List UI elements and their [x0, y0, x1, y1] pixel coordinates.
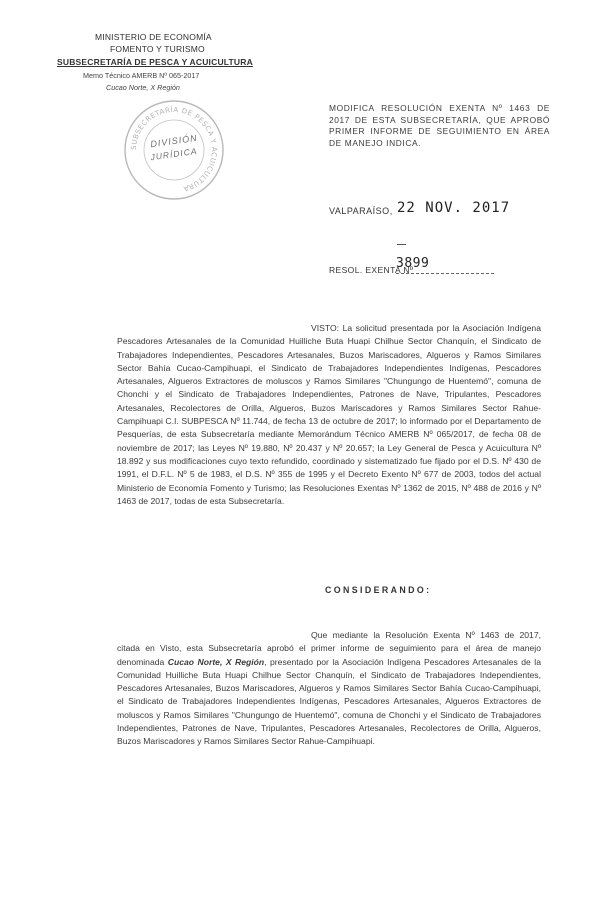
- number-underline: [396, 273, 494, 274]
- ministry-subtitle: FOMENTO Y TURISMO: [110, 44, 205, 54]
- undersecretariat-name: SUBSECRETARÍA DE PESCA Y ACUICULTURA: [57, 57, 253, 67]
- considerando-intro: Que mediante la Resolución Exenta Nº 1463 de 2017, citada en Visto, esta Subsecretaría aprobó el primer informe de seguimiento para el área de manejo denominada: [117, 630, 541, 667]
- visto-paragraph: [117, 322, 541, 508]
- resolution-number: 3899: [396, 256, 430, 271]
- considerando-paragraph: [117, 629, 541, 749]
- document-subject: MODIFICA RESOLUCIÓN EXENTA Nº 1463 DE 2017 DE ESTA SUBSECRETARÍA, QUE APROBÓ PRIMER INFORME DE SEGUIMIENTO EN ÁREA DE MANEJO INDICA.: [329, 103, 550, 148]
- stamp-ring-text: SUBSECRETARÍA DE PESCA Y ACUICULTURA: [129, 105, 219, 193]
- visto-lead: VISTO:: [311, 323, 340, 333]
- resolution-label: RESOL. EXENTA Nº: [329, 265, 414, 275]
- date-stamp: 22 NOV. 2017: [397, 200, 511, 216]
- considerando-rest: , presentado por la Asociación Indígena Pescadores Artesanales de la Comunidad Huilliche Buta Huapi Chilhue Sector Chanquín, el Sindicato de Trabajadores Independientes, Pescadores Artesanales, Buzos Mariscadores, Algueros y Ramos Similares Sector Bahía Cucao-Campihuapi, el Sindicato de Trabajadores Independientes Indígenas, Pescadores Artesanales, Algueros Extractores de moluscos y Ramos Similares "Chungungo de Huentemó", comuna de Chonchi y el Sindicato de Trabajadores Independientes, Patrones de Nave, Tripulantes, Pescadores Artesanales, Recolectores de Orilla, Algueros, Buzos Mariscadores y Ramos Similares Sector Rahue-Campihuapi.: [117, 656, 541, 747]
- considerando-area-name: Cucao Norte, X Región: [167, 656, 265, 667]
- area-reference: Cucao Norte, X Región: [106, 83, 180, 92]
- considerando-heading: CONSIDERANDO:: [325, 585, 432, 595]
- stamp-center-line2: JURÍDICA: [149, 145, 199, 163]
- visto-text: La solicitud presentada por la Asociación Indígena Pescadores Artesanales de la Comunidad Huilliche Buta Huapi Chilhue Sector Chanquín, el Sindicato de Trabajadores Independientes, Pescadores Artesanales, Buzos Mariscadores, Algueros y Ramos Similares Sector Bahía Cucao-Campihuapi, el Sindicato de Trabajadores Independientes Indígenas, Pescadores Artesanales, Algueros Extractores de moluscos y Ramos Similares "Chungungo de Huentemó", comuna de Chonchi y el Sindicato de Trabajadores Independientes, Patrones de Nave, Tripulantes, Pescadores Artesanales, Recolectores de Orilla, Algueros, Buzos Mariscadores y Ramos Similares Sector Rahue-Campihuapi C.I. SUBPESCA Nº 11.744, de fecha 13 de octubre de 2017; lo informado por el Departamento de Pesquerías, de esta Subsecretaría mediante Memorándum Técnico AMERB Nº 065/2017, de fecha 08 de noviembre de 2017; las Leyes Nº 19.880, Nº 20.437 y Nº 20.657; la Ley General de Pesca y Acuicultura Nº 18.892 y sus modificaciones cuyo texto refundido, coordinado y sistematizado fue fijado por el D.S. Nº 430 de 1991, el D.F.L. Nº 5 de 1983, el D.S. Nº 355 de 1995 y el Decreto Exento Nº 677 de 2003, todos del actual Ministerio de Economía Fomento y Turismo; las Resoluciones Exentas Nº 1362 de 2015, Nº 488 de 2016 y Nº 1463 de 2017, todas de esta Subsecretaría.: [117, 323, 541, 506]
- division-stamp: [122, 98, 226, 202]
- stamp-center-line1: DIVISIÓN: [149, 132, 199, 150]
- memo-reference: Memo Técnico AMERB Nº 065-2017: [83, 71, 200, 80]
- ministry-name: MINISTERIO DE ECONOMÍA: [95, 32, 212, 42]
- place: VALPARAÍSO,: [329, 206, 393, 216]
- number-mark: [397, 244, 406, 245]
